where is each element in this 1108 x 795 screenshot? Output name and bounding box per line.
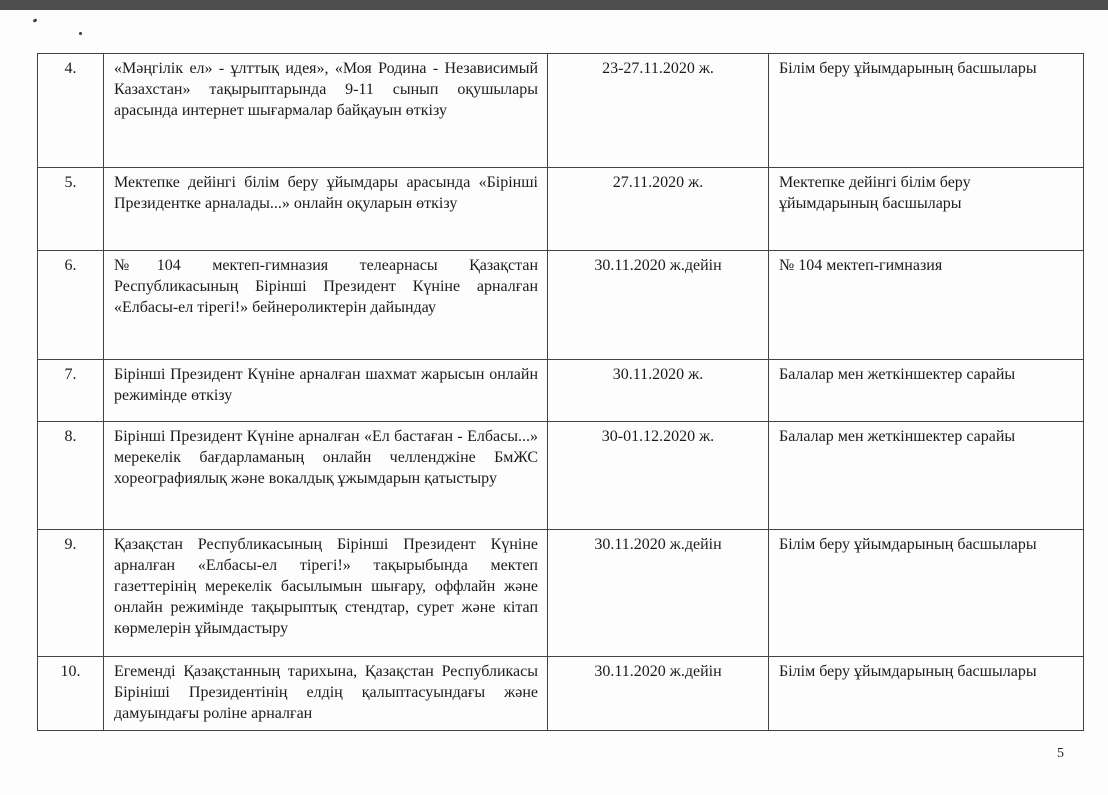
scan-speck	[79, 32, 82, 35]
row-number-cell: 8.	[38, 422, 104, 530]
row-number-cell: 5.	[38, 168, 104, 251]
activity-cell: №104 мектеп-гимназия телеарнасы Қазақстан Республикасының Бірінші Президент Күніне арналған «Елбасы-ел тірегі!» бейнероликтерін дайындау	[104, 251, 548, 360]
table-row	[38, 422, 1084, 530]
scan-artifact-top-bar	[0, 0, 1108, 10]
page-number: 5	[1057, 746, 1064, 761]
activity-cell: Қазақстан Республикасының Бірінші Президент Күніне арналған «Елбасы-ел тірегі!» тақырыбында мектеп газеттерінің мерекелік басылымын шығару, оффлайн және онлайн режимінде тақырыптық стендтар, сурет және кітап көрмелерін ұйымдастыру	[104, 530, 548, 657]
activity-cell: «Мәңгілік ел» - ұлттық идея», «Моя Родина - Независимый Казахстан» тақырыптарында 9-11 сынып оқушылары арасында интернет шығармалар байқауын өткізу	[104, 54, 548, 168]
row-number-cell: 7.	[38, 360, 104, 422]
table-row	[38, 530, 1084, 657]
activity-cell: Мектепке дейінгі білім беру ұйымдары арасында «Бірінші Президентке арналады...» онлайн оқуларын өткізу	[104, 168, 548, 251]
activity-cell: Егеменді Қазақстанның тарихына, Қазақстан Республикасы Бірініші Президентінің елдің қалыптасуындағы және дамуындағы роліне арналған	[104, 657, 548, 731]
date-cell: 30.11.2020 ж.дейін	[548, 657, 769, 731]
row-number-cell: 4.	[38, 54, 104, 168]
responsible-cell: Балалар мен жеткіншектер сарайы	[769, 360, 1084, 422]
responsible-cell: № 104 мектеп-гимназия	[769, 251, 1084, 360]
row-number-cell: 6.	[38, 251, 104, 360]
responsible-cell: Білім беру ұйымдарының басшылары	[769, 657, 1084, 731]
scan-speck	[33, 18, 38, 23]
table-row	[38, 657, 1084, 731]
date-cell: 23-27.11.2020 ж.	[548, 54, 769, 168]
date-cell: 27.11.2020 ж.	[548, 168, 769, 251]
activity-plan-table	[37, 53, 1084, 731]
responsible-cell: Білім беру ұйымдарының басшылары	[769, 530, 1084, 657]
table-row	[38, 251, 1084, 360]
date-cell: 30.11.2020 ж.дейін	[548, 530, 769, 657]
responsible-cell: Білім беру ұйымдарының басшылары	[769, 54, 1084, 168]
date-cell: 30-01.12.2020 ж.	[548, 422, 769, 530]
table-row	[38, 168, 1084, 251]
responsible-cell: Балалар мен жеткіншектер сарайы	[769, 422, 1084, 530]
table-body	[38, 54, 1084, 731]
activity-cell: Бірінші Президент Күніне арналған шахмат жарысын онлайн режимінде өткізу	[104, 360, 548, 422]
responsible-cell: Мектепке дейінгі білім беру ұйымдарының басшылары	[769, 168, 1084, 251]
table-row	[38, 54, 1084, 168]
date-cell: 30.11.2020 ж.дейін	[548, 251, 769, 360]
row-number-cell: 9.	[38, 530, 104, 657]
row-number-cell: 10.	[38, 657, 104, 731]
activity-cell: Бірінші Президент Күніне арналған «Ел бастаған - Елбасы...» мерекелік бағдарламаның онлайн челленджіне БмЖС хореографиялық және вокалдық ұжымдарын қатыстыру	[104, 422, 548, 530]
table-row	[38, 360, 1084, 422]
date-cell: 30.11.2020 ж.	[548, 360, 769, 422]
